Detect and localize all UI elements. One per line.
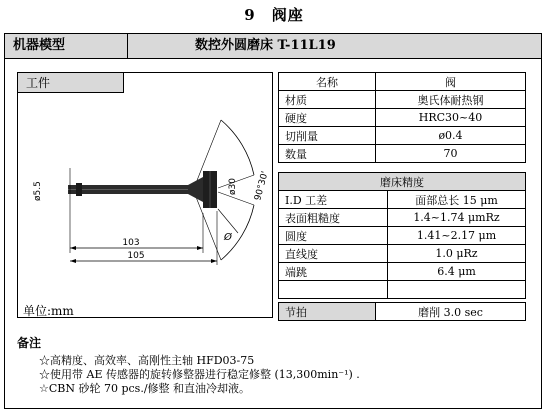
notes-title: 备注	[17, 336, 42, 350]
cycle-value: 磨削 3.0 sec	[376, 303, 526, 321]
unit-label: 单位:mm	[23, 304, 74, 318]
cycle-table	[278, 302, 526, 321]
valve-drawing	[18, 73, 272, 317]
header-divider	[127, 34, 128, 58]
page-title: 9 阀座	[244, 6, 304, 24]
notes-section	[17, 334, 537, 396]
workpiece-panel	[17, 72, 273, 318]
table-row	[279, 227, 526, 245]
spec-value: HRC30~40	[376, 109, 526, 127]
header-machine-label: 机器模型	[13, 38, 66, 53]
cycle-name: 节拍	[279, 303, 376, 321]
spec-head-value: 阀	[376, 73, 526, 91]
precision-name: 表面粗糙度	[279, 209, 388, 227]
spec-table	[278, 72, 526, 163]
spec-head-row	[279, 73, 526, 91]
table-row	[279, 127, 526, 145]
dim-103-label: 103	[122, 238, 140, 248]
spec-value: ø0.4	[376, 127, 526, 145]
precision-name: I.D 工差	[279, 191, 388, 209]
table-row	[279, 245, 526, 263]
precision-table	[278, 172, 526, 299]
precision-title: 磨床精度	[279, 173, 526, 191]
spec-value: 奥氏体耐热钢	[376, 91, 526, 109]
table-row	[279, 145, 526, 163]
note-item: ☆使用带 AE 传感器的旋转修整器进行稳定修整 (13,300min⁻¹) .	[39, 368, 360, 381]
table-row	[279, 303, 526, 321]
spec-name: 材质	[279, 91, 376, 109]
precision-empty-value	[388, 281, 526, 299]
dim-angle-label: 90°30'	[253, 170, 271, 202]
precision-empty-name	[279, 281, 388, 299]
precision-title-row	[279, 173, 526, 191]
spec-sheet	[4, 33, 542, 409]
precision-value: 6.4 μm	[388, 263, 526, 281]
precision-value: 1.4~1.74 μmRz	[388, 209, 526, 227]
spec-name: 数量	[279, 145, 376, 163]
spec-value: 70	[376, 145, 526, 163]
precision-value: 面部总长 15 μm	[388, 191, 526, 209]
precision-value: 1.0 μRz	[388, 245, 526, 263]
precision-name: 圆度	[279, 227, 388, 245]
dim-d30-label: ø30	[228, 178, 238, 195]
table-row	[279, 91, 526, 109]
note-item: ☆高精度、高效率、高刚性主轴 HFD03-75	[39, 354, 255, 367]
dim-d55-label: ø5.5	[33, 181, 43, 201]
workpiece-label: 工件	[18, 73, 124, 93]
dim-105-label: 105	[127, 251, 145, 261]
table-row	[279, 109, 526, 127]
precision-name: 直线度	[279, 245, 388, 263]
table-row	[279, 191, 526, 209]
header-machine-model: 数控外圆磨床 T-11L19	[195, 38, 336, 53]
precision-name: 端跳	[279, 263, 388, 281]
precision-value: 1.41~2.17 μm	[388, 227, 526, 245]
table-row	[279, 263, 526, 281]
spec-head-name: 名称	[279, 73, 376, 91]
table-row	[279, 209, 526, 227]
circle-symbol: Ø	[224, 232, 232, 243]
spec-name: 切削量	[279, 127, 376, 145]
header-bar	[5, 34, 541, 59]
table-row-empty	[279, 281, 526, 299]
spec-name: 硬度	[279, 109, 376, 127]
note-item: ☆CBN 砂轮 70 pcs./修整 和直油冷却液。	[39, 382, 251, 395]
